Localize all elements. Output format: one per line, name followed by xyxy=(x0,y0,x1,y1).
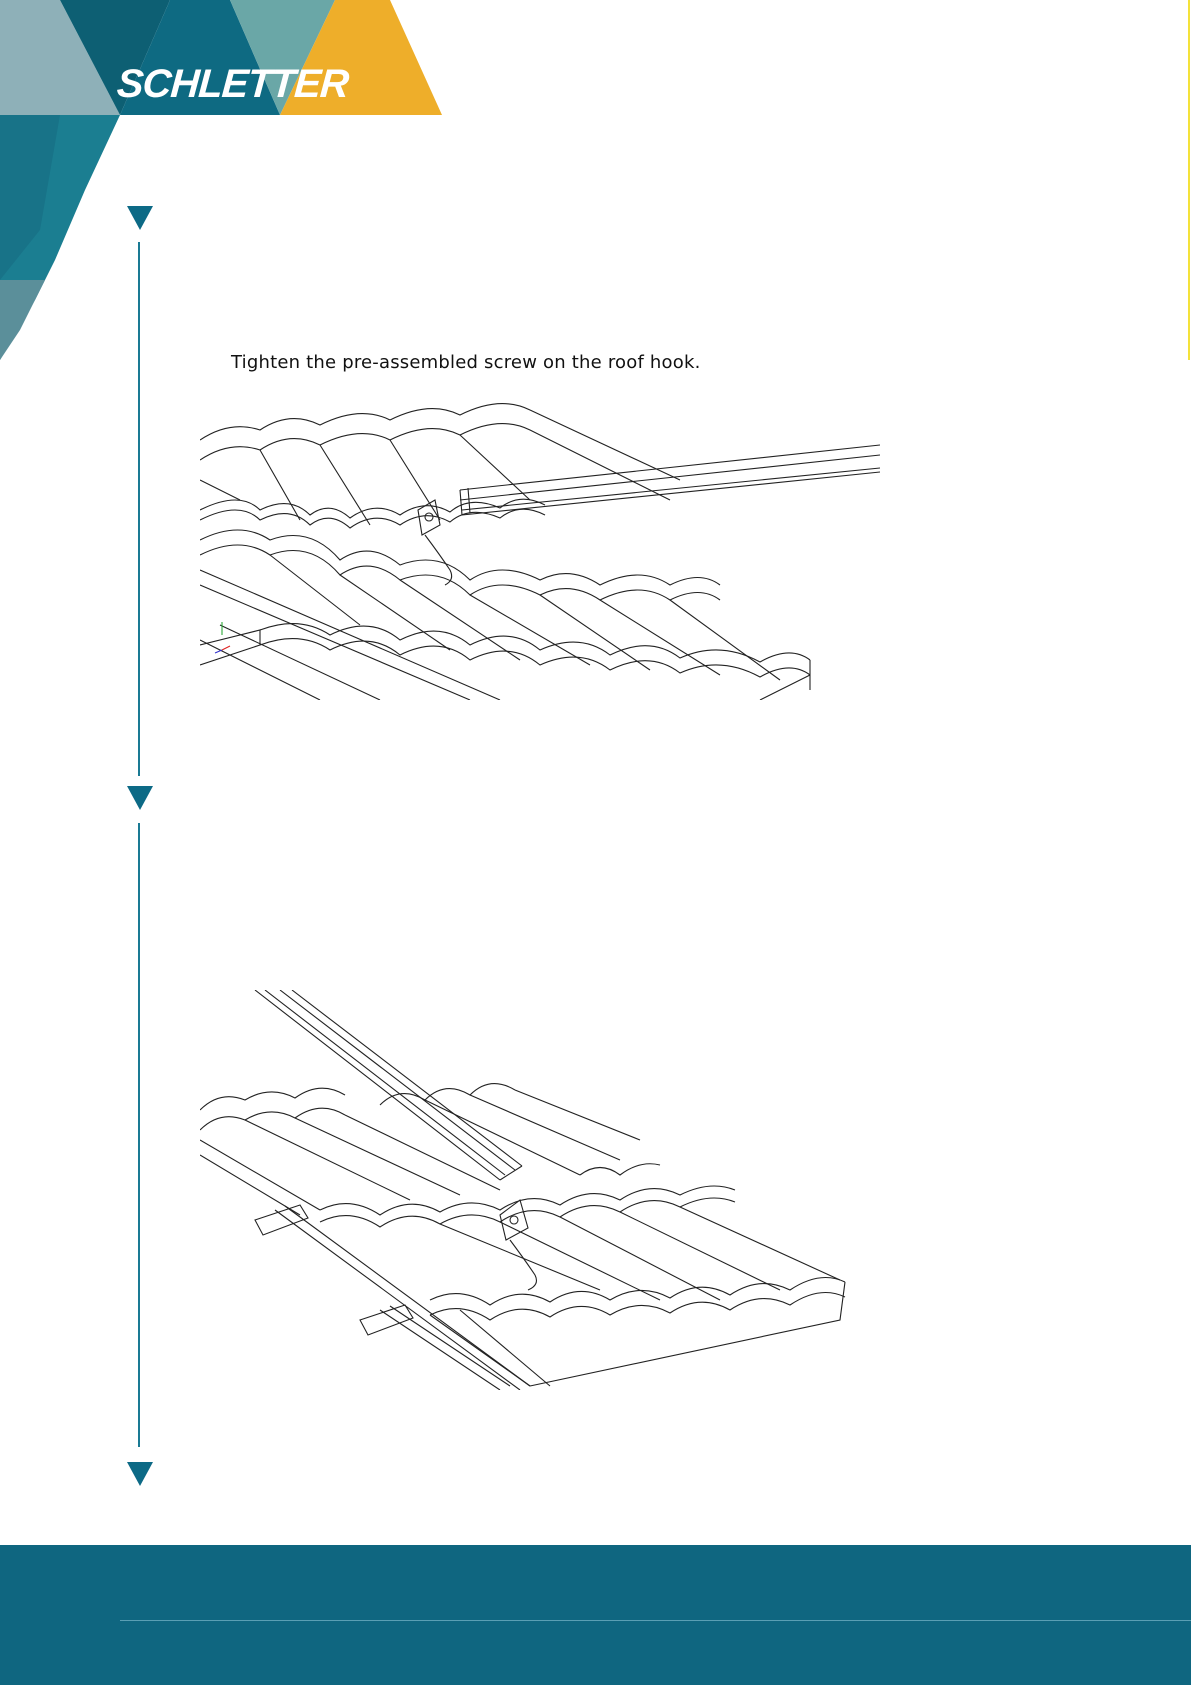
footer-rule xyxy=(120,1620,1191,1621)
rail-mounting-illustration xyxy=(200,990,860,1390)
step-marker-2 xyxy=(127,786,153,810)
schletter-logo: SCHLETTER xyxy=(115,62,350,106)
step-instruction-text: Tighten the pre-assembled screw on the roof hook. xyxy=(231,352,701,373)
step-marker-3 xyxy=(127,1462,153,1486)
step-marker-1 xyxy=(127,206,153,230)
roof-hook-screw-tightening-illustration xyxy=(200,400,880,700)
step-timeline-2 xyxy=(138,823,140,1447)
header-brand-graphic xyxy=(0,0,460,370)
page-footer xyxy=(0,1545,1191,1685)
step-timeline-1 xyxy=(138,242,140,776)
page-edge-accent xyxy=(1188,0,1190,360)
